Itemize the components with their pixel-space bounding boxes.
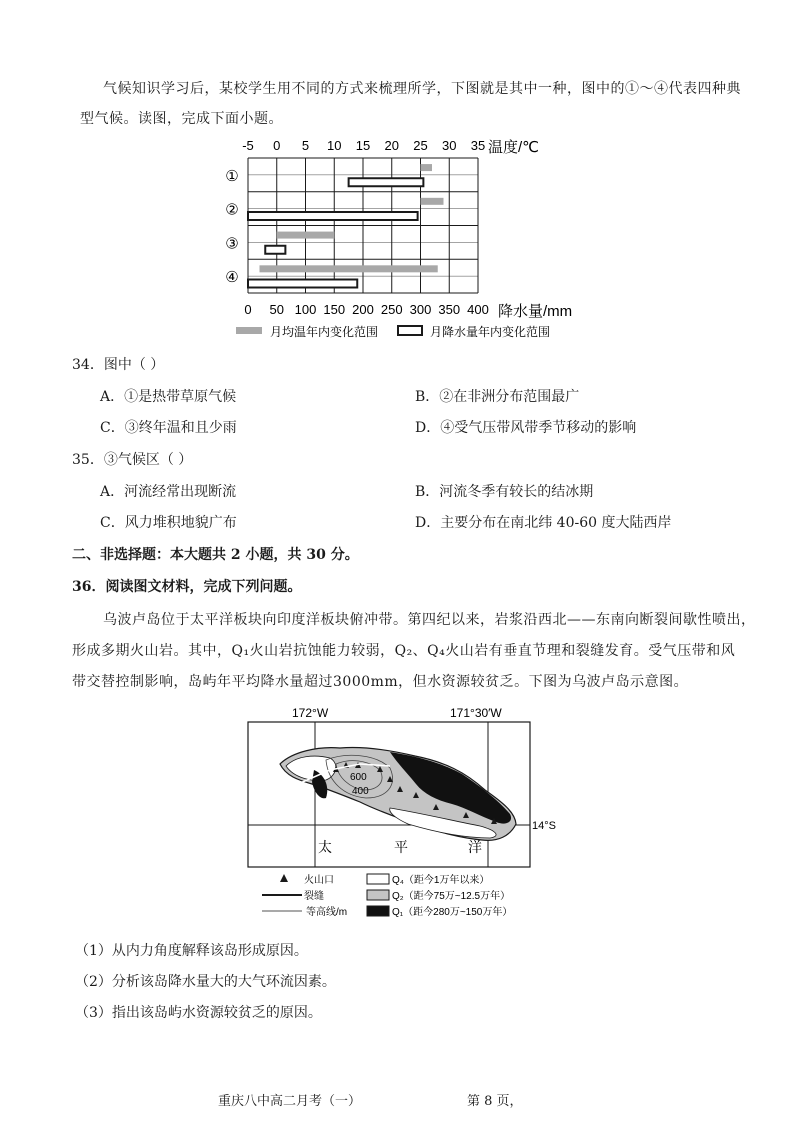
legend-q1-swatch	[367, 906, 389, 916]
category-label: ①	[225, 167, 239, 185]
precip-tick-label: 0	[244, 302, 252, 317]
precip-tick-labels	[244, 302, 488, 317]
category-labels	[225, 168, 238, 286]
temp-tick-labels	[242, 138, 485, 153]
q36-title: 36．阅读图文材料，完成下列问题。	[72, 579, 302, 595]
q35-option-b[interactable]: B．河流冬季有较长的结冰期	[415, 484, 594, 500]
lon-label-171-30w: 171°30′W	[450, 706, 502, 720]
precip-tick-label: 350	[438, 302, 461, 317]
legend-temp-swatch	[236, 327, 262, 334]
q36-sub-2: （2）分析该岛降水量大的大气环流因素。	[75, 974, 336, 990]
legend-temp-label: 月均温年内变化范围	[270, 325, 379, 339]
q36-sub-3: （3）指出该岛屿水资源较贫乏的原因。	[75, 1005, 322, 1021]
q35-option-c[interactable]: C．风力堆积地貌广布	[100, 515, 237, 531]
contour-label-400: 400	[352, 786, 369, 797]
q35-option-d[interactable]: D．主要分布在南北纬 40-60 度大陆西岸	[415, 515, 672, 531]
legend-q1-label: Q₁（距今280万~150万年）	[392, 907, 513, 918]
precip-tick-label: 150	[323, 302, 346, 317]
temp-tick-label: 0	[273, 138, 281, 153]
q36-para-1: 乌波卢岛位于太平洋板块向印度洋板块俯冲带。第四纪以来，岩浆沿西北——东南向断裂间歇性喷出，	[103, 612, 756, 628]
category-label: ④	[225, 269, 239, 287]
contour-label-600: 600	[350, 772, 367, 783]
legend-precip-swatch	[398, 326, 422, 335]
legend-crater-icon	[280, 874, 288, 882]
temp-tick-label: -5	[242, 138, 254, 153]
legend-q2-label: Q₂（距今75万~12.5万年）	[392, 891, 511, 902]
category-label: ②	[225, 201, 239, 219]
temp-bar	[277, 232, 335, 239]
q34-option-a[interactable]: A．①是热带草原气候	[100, 389, 237, 405]
precip-bar	[248, 212, 418, 220]
temp-tick-label: 25	[413, 138, 428, 153]
q34-option-c[interactable]: C．③终年温和且少雨	[100, 420, 237, 436]
precip-tick-label: 400	[467, 302, 489, 317]
temp-bar	[421, 164, 433, 171]
precip-tick-label: 100	[294, 302, 317, 317]
precip-tick-label: 50	[269, 302, 284, 317]
legend-q4-label: Q₄（距今1万年以来）	[392, 875, 490, 886]
temp-tick-label: 5	[301, 138, 310, 153]
q34-stem: 34．图中（ ）	[72, 357, 165, 373]
temp-tick-label: 30	[442, 138, 457, 153]
sea-char-3: 洋	[468, 839, 482, 855]
sea-char-2: 平	[394, 839, 408, 855]
temp-tick-label: 15	[355, 138, 371, 153]
legend-q4-swatch	[367, 874, 389, 884]
island-map	[240, 700, 560, 930]
q34-option-b[interactable]: B．②在非洲分布范围最广	[415, 389, 580, 405]
q35-stem: 35．③气候区（ ）	[72, 452, 193, 468]
climate-chart	[220, 130, 600, 345]
q34-option-d[interactable]: D．④受气压带风带季节移动的影响	[415, 420, 637, 436]
intro-line-1: 气候知识学习后，某校学生用不同的方式来梳理所学，下图就是其中一种，图中的①～④代表四种典	[103, 81, 741, 97]
sea-char-1: 太	[318, 839, 332, 855]
temp-tick-label: 10	[327, 138, 342, 153]
intro-line-2: 型气候。读图，完成下面小题。	[80, 111, 283, 127]
legend-q2-swatch	[367, 890, 389, 900]
q36-para-2: 形成多期火山岩。其中，Q₁火山岩抗蚀能力较弱，Q₂、Q₄火山岩有垂直节理和裂缝发育。受气压带和风	[72, 643, 736, 659]
legend-fault-label: 裂缝	[304, 891, 324, 902]
q36-para-3: 带交替控制影响，岛屿年平均降水量超过3000mm，但水资源较贫乏。下图为乌波卢岛示意图。	[72, 674, 689, 690]
footer-page: 第 8 页，	[467, 1094, 523, 1109]
lon-label-172w: 172°W	[292, 706, 329, 720]
precip-tick-label: 300	[409, 302, 432, 317]
section-2-heading: 二、非选择题：本大题共 2 小题，共 30 分。	[72, 547, 359, 563]
q35-option-a[interactable]: A．河流经常出现断流	[100, 484, 237, 500]
footer-school: 重庆八中高二月考（一）	[218, 1094, 362, 1109]
legend-crater-label: 火山口	[304, 875, 334, 886]
temp-axis-label: 温度/℃	[488, 139, 540, 156]
precip-tick-label: 250	[380, 302, 403, 317]
temp-bar	[260, 265, 438, 272]
temp-tick-label: 35	[470, 138, 486, 153]
precip-tick-label: 200	[352, 302, 374, 317]
legend-precip-label: 月降水量年内变化范围	[430, 325, 551, 339]
precip-bar	[265, 246, 285, 254]
category-label: ③	[225, 235, 239, 253]
q36-sub-1: （1）从内力角度解释该岛形成原因。	[75, 943, 308, 959]
temp-bar	[421, 198, 444, 205]
temp-tick-label: 20	[384, 138, 399, 153]
precip-bar	[349, 178, 424, 186]
precip-axis-label: 降水量/mm	[498, 303, 573, 320]
precip-bar	[248, 280, 357, 288]
lat-label-14s: 14°S	[532, 820, 556, 832]
legend-contour-label: 等高线/m	[306, 907, 348, 918]
